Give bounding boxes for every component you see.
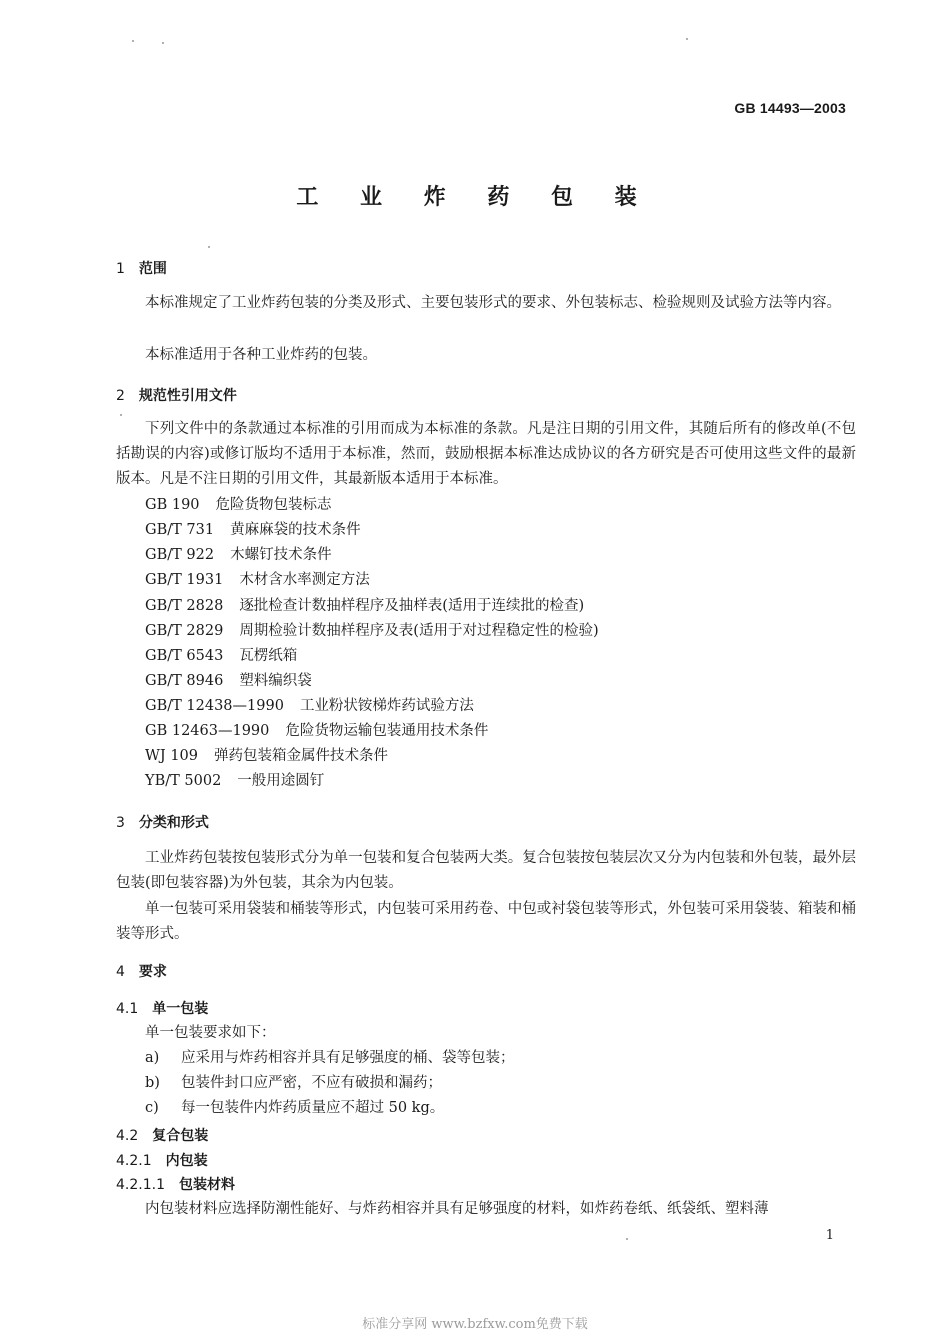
reference-code: GB/T 922 bbox=[145, 547, 215, 563]
section-number: 4.2.1.1 bbox=[116, 1177, 165, 1193]
section-title: 单一包装 bbox=[152, 1001, 209, 1017]
section-3-heading bbox=[116, 812, 209, 832]
reference-code: GB/T 1931 bbox=[145, 572, 224, 588]
section-number: 1 bbox=[116, 261, 125, 277]
list-text: 每一包装件内炸药质量应不超过 50 kg。 bbox=[181, 1100, 445, 1116]
section-4-2-1-1-paragraph: 内包装材料应选择防潮性能好、与炸药相容并具有足够强度的材料，如炸药卷纸、纸袋纸、塑料薄 bbox=[145, 1201, 769, 1217]
list-item bbox=[145, 1096, 444, 1121]
section-title: 规范性引用文件 bbox=[138, 388, 237, 404]
reference-item bbox=[145, 769, 324, 794]
section-number: 4.1 bbox=[116, 1001, 139, 1017]
section-1-paragraph-1: 本标准规定了工业炸药包装的分类及形式、主要包装形式的要求、外包装标志、检验规则及试验方法等内容。 bbox=[145, 295, 841, 311]
standard-code: GB 14493—2003 bbox=[734, 100, 846, 116]
watermark-footer: 标准分享网 www.bzfxw.com免费下载 bbox=[362, 1317, 588, 1332]
section-title: 包装材料 bbox=[178, 1177, 235, 1193]
reference-item bbox=[145, 644, 297, 669]
reference-item bbox=[145, 493, 332, 518]
reference-code: GB/T 8946 bbox=[145, 673, 224, 689]
section-title: 分类和形式 bbox=[138, 815, 209, 831]
reference-title: 一般用途圆钉 bbox=[237, 773, 325, 789]
section-3-paragraph-2: 单一包装可采用袋装和桶装等形式，内包装可采用药卷、中包或衬袋包装等形式，外包装可采用袋装、箱装和桶装等形式。 bbox=[116, 901, 856, 942]
list-marker: b) bbox=[145, 1075, 160, 1091]
page-number: 1 bbox=[825, 1228, 834, 1243]
reference-item bbox=[145, 669, 312, 694]
reference-title: 周期检验计数抽样程序及表(适用于对过程稳定性的检验) bbox=[239, 623, 599, 639]
reference-item bbox=[145, 719, 488, 744]
reference-item bbox=[145, 694, 474, 719]
section-4-1-heading bbox=[116, 998, 208, 1018]
list-item bbox=[145, 1071, 442, 1096]
reference-item bbox=[145, 744, 388, 769]
reference-title: 木螺钉技术条件 bbox=[230, 547, 332, 563]
reference-title: 危险货物包装标志 bbox=[215, 497, 332, 513]
reference-code: GB 12463—1990 bbox=[145, 723, 270, 739]
section-3-paragraph-1: 工业炸药包装按包装形式分为单一包装和复合包装两大类。复合包装按包装层次又分为内包装和外包装，最外层包装(即包装容器)为外包装，其余为内包装。 bbox=[116, 850, 856, 891]
reference-code: GB/T 12438—1990 bbox=[145, 698, 284, 714]
reference-code: GB/T 6543 bbox=[145, 648, 224, 664]
section-4-2-1-heading bbox=[116, 1150, 208, 1170]
reference-code: GB/T 2829 bbox=[145, 623, 224, 639]
reference-title: 弹药包装箱金属件技术条件 bbox=[214, 748, 389, 764]
section-4-heading bbox=[116, 961, 167, 981]
list-marker: c) bbox=[145, 1100, 159, 1116]
list-text: 应采用与炸药相容并具有足够强度的桶、袋等包装； bbox=[181, 1050, 515, 1066]
section-4-2-heading bbox=[116, 1125, 208, 1145]
reference-item bbox=[145, 594, 584, 619]
section-number: 4.2.1 bbox=[116, 1153, 152, 1169]
reference-code: WJ 109 bbox=[145, 748, 199, 764]
section-number: 2 bbox=[116, 388, 125, 404]
section-2-paragraph-1: 下列文件中的条款通过本标准的引用而成为本标准的条款。凡是注日期的引用文件，其随后所有的修改单(不包括勘误的内容)或修订版均不适用于本标准，然而，鼓励根据本标准达成协议的各方研究是否可使用这些文件的最新版本。凡是不注日期的引用文件，其最新版本适用于本标准。 bbox=[116, 421, 856, 487]
section-4-1-intro: 单一包装要求如下： bbox=[145, 1025, 276, 1041]
reference-title: 逐批检查计数抽样程序及抽样表(适用于连续批的检查) bbox=[239, 598, 585, 614]
reference-item bbox=[145, 518, 361, 543]
section-title: 内包装 bbox=[165, 1153, 208, 1169]
reference-title: 木材含水率测定方法 bbox=[239, 572, 370, 588]
reference-title: 工业粉状铵梯炸药试验方法 bbox=[299, 698, 474, 714]
reference-item bbox=[145, 543, 332, 568]
document-title: 工 业 炸 药 包 装 bbox=[296, 185, 654, 210]
reference-title: 塑料编织袋 bbox=[239, 673, 312, 689]
section-number: 3 bbox=[116, 815, 125, 831]
reference-title: 危险货物运输包装通用技术条件 bbox=[285, 723, 489, 739]
reference-code: GB/T 2828 bbox=[145, 598, 224, 614]
section-2-heading bbox=[116, 385, 237, 405]
section-title: 要求 bbox=[138, 964, 167, 980]
section-1-paragraph-2: 本标准适用于各种工业炸药的包装。 bbox=[145, 347, 377, 363]
reference-code: GB 190 bbox=[145, 497, 200, 513]
section-title: 复合包装 bbox=[152, 1128, 209, 1144]
reference-item bbox=[145, 619, 599, 644]
list-item bbox=[145, 1046, 515, 1071]
section-number: 4.2 bbox=[116, 1128, 139, 1144]
section-4-2-1-1-heading bbox=[116, 1174, 235, 1194]
list-text: 包装件封口应严密，不应有破损和漏药； bbox=[181, 1075, 442, 1091]
reference-title: 黄麻麻袋的技术条件 bbox=[230, 522, 361, 538]
reference-item bbox=[145, 568, 370, 593]
section-1-heading bbox=[116, 258, 167, 278]
reference-code: GB/T 731 bbox=[145, 522, 215, 538]
section-number: 4 bbox=[116, 964, 125, 980]
list-marker: a) bbox=[145, 1050, 160, 1066]
section-title: 范围 bbox=[138, 261, 167, 277]
reference-title: 瓦楞纸箱 bbox=[239, 648, 298, 664]
reference-code: YB/T 5002 bbox=[145, 773, 222, 789]
